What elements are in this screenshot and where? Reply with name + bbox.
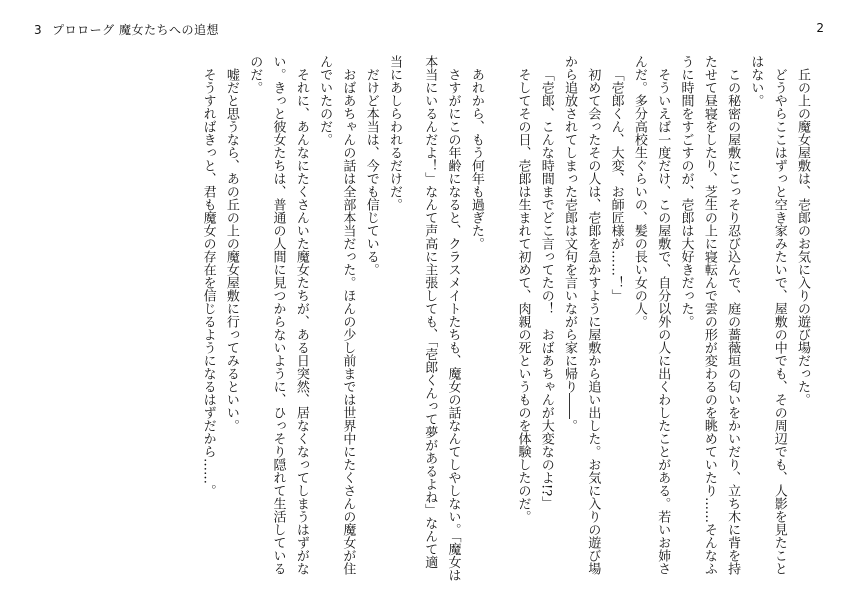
paragraph: そういえば一度だけ、この屋敷で、自分以外の人に出くわしたことがある。若いお姉さんだ。多分高校生ぐらいの、髪の長い女の人。 <box>631 55 671 575</box>
chapter-number: 3 <box>34 23 43 37</box>
paragraph: そしてその日、壱郎は生まれて初めて、肉親の死というものを体験したのだ。 <box>515 68 531 523</box>
paragraph: そうすればきっと、君も魔女の存在を信じるようになるはずだから……。 <box>200 68 216 497</box>
paragraph: だけど本当は、今でも信じている。 <box>363 68 379 276</box>
paragraph: おばあちゃんの話は全部本当だった。ほんの少し前までは世界中にたくさんの魔女が住んでいたのだ。 <box>317 55 356 575</box>
right-text-block <box>422 55 814 583</box>
paragraph: あれから、もう何年も過ぎた。 <box>468 68 484 250</box>
paragraph: さすがにこの年齢になると、クラスメイトたちも、魔女の話なんてしやしない。「魔女は本当にいるんだよ！」なんて声高に主張しても、「壱郎くんって夢があるよね」なんて適 <box>422 55 461 582</box>
paragraph: 丘の上の魔女屋敷は、壱郎のお気に入りの遊び場だった。 <box>795 68 810 406</box>
paragraph: それに、あんなにたくさんいた魔女たちが、ある日突然、居なくなってしまうはずがない。きっと彼女たちは、普通の人間に見つからないように、ひっそり隠れて生活しているのだ。 <box>247 55 309 575</box>
page-number: 2 <box>816 21 824 35</box>
paragraph: 初めて会ったその人は、壱郎を急かすように屋敷から追い出した。お気に入りの遊び場から追放されてしまった壱郎は文句を言いながら家に帰り――。 <box>562 55 601 575</box>
blank-line <box>488 55 511 583</box>
paragraph: どうやらここはずっと空き家みたいで、屋敷の中でも、その周辺でも、人影を見たことはない。 <box>748 55 787 575</box>
left-text-block <box>200 55 406 583</box>
paragraph: この秘密の屋敷にこっそり忍び込んで、庭の薔薇垣の匂いをかいだり、立ち木に背を持たせて昼寝をしたり、芝生の上に寝転んで雲の形が変わるのを眺めていたり……そんなふうに時間をすごすのが、壱郎は大好きだった。 <box>678 55 741 575</box>
running-header <box>34 21 219 38</box>
dialogue-line: 「壱郎くん、大変、お師匠様が……！」 <box>608 68 624 302</box>
chapter-title: プロローグ 魔女たちへの追想 <box>52 23 219 37</box>
paragraph: 嘘だと思うなら、あの丘の上の魔女屋敷に行ってみるといい。 <box>223 68 239 432</box>
paragraph-continuation: 当にあしらわれるだけだ。 <box>387 55 402 211</box>
dialogue-line: 「壱郎、こんな時間までどこ言ってたの！ おばあちゃんが大変なのよ!?」 <box>538 68 554 510</box>
